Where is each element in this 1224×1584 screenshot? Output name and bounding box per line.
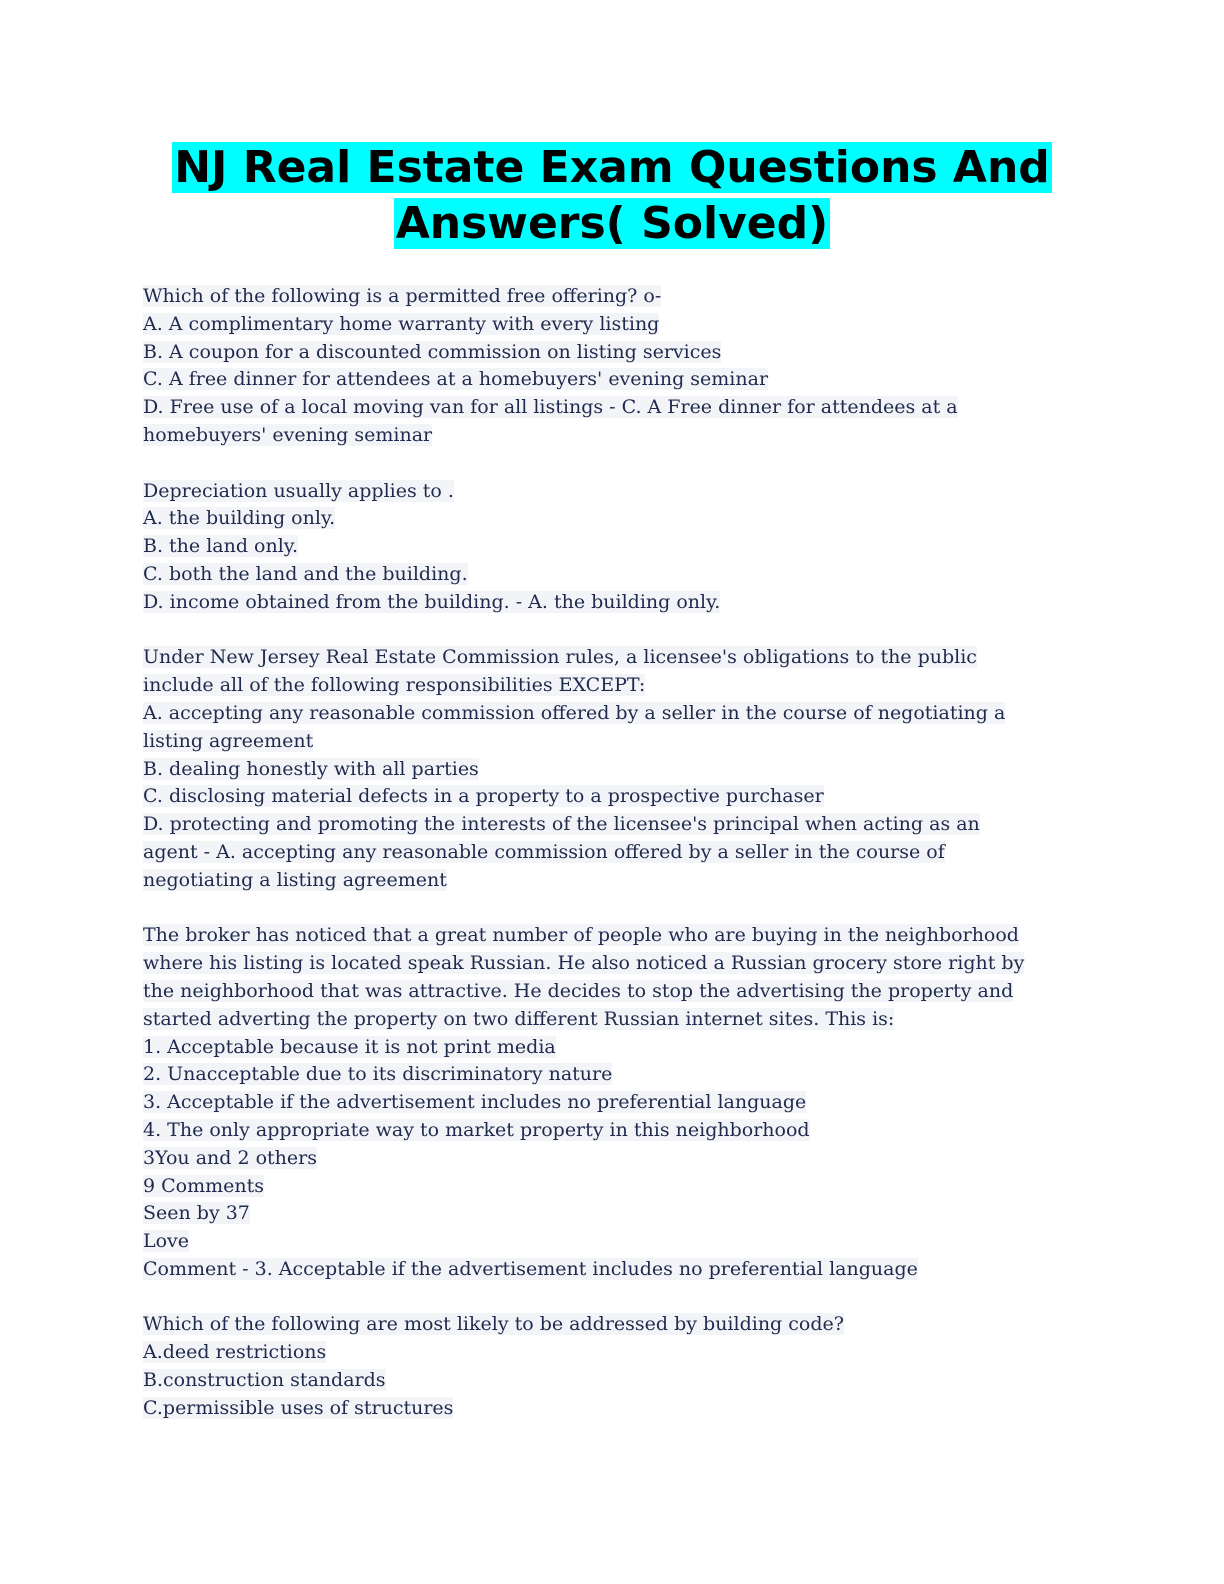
answer-option: 3. Acceptable if the advertisement includes no preferential language [143, 1091, 807, 1114]
answer-option: C. A free dinner for attendees at a homebuyers' evening seminar [143, 368, 769, 391]
answer-option: D. income obtained from the building. - A. the building only. [143, 590, 721, 613]
answer-text: Comment - 3. Acceptable if the advertisement includes no preferential language [143, 1257, 918, 1280]
answer-option: C. disclosing material defects in a property to a prospective purchaser [143, 785, 824, 808]
answer-option: A. A complimentary home warranty with every listing [143, 312, 660, 335]
question-line: where his listing is located speak Russian. He also noticed a Russian grocery store right by [143, 952, 1025, 975]
question-line: started adverting the property on two different Russian internet sites. This is: [143, 1007, 895, 1030]
answer-option: 1. Acceptable because it is not print media [143, 1035, 556, 1058]
stray-text-line: Love [143, 1230, 190, 1253]
stray-text-line: 9 Comments [143, 1174, 265, 1197]
answer-option: listing agreement [143, 729, 314, 752]
answer-option: C. both the land and the building. [143, 562, 468, 585]
stray-text-line: Seen by 37 [143, 1202, 250, 1225]
question-line: Under New Jersey Real Estate Commission rules, a licensee's obligations to the public [143, 646, 977, 669]
answer-option: D. protecting and promoting the interests of the licensee's principal when acting as an [143, 813, 980, 836]
question-block [143, 922, 1073, 1283]
title-line-2: Answers( Solved) [395, 198, 829, 249]
question-line: The broker has noticed that a great number of people who are buying in the neighborhood [143, 924, 1019, 947]
question-block [143, 1311, 1073, 1422]
question-list [143, 283, 1073, 1450]
stray-text-line: 3You and 2 others [143, 1146, 317, 1169]
answer-text: homebuyers' evening seminar [143, 423, 433, 446]
answer-option: D. Free use of a local moving van for all listings - C. A Free dinner for attendees at a [143, 396, 958, 419]
answer-option: C.permissible uses of structures [143, 1396, 454, 1419]
question-line: Depreciation usually applies to . [143, 479, 454, 502]
title-line-1: NJ Real Estate Exam Questions And [174, 142, 1050, 193]
question-line: include all of the following responsibilities EXCEPT: [143, 674, 646, 697]
answer-option: A.deed restrictions [143, 1341, 327, 1364]
answer-option: B. A coupon for a discounted commission on listing services [143, 340, 722, 363]
question-line: Which of the following is a permitted free offering? o- [143, 285, 662, 307]
answer-option: 4. The only appropriate way to market property in this neighborhood [143, 1118, 810, 1141]
answer-option: B.construction standards [143, 1369, 386, 1392]
answer-text: negotiating a listing agreement [143, 868, 447, 891]
question-block [143, 478, 1073, 617]
question-line: Which of the following are most likely to be addressed by building code? [143, 1313, 844, 1336]
answer-option: B. the land only. [143, 535, 299, 558]
answer-option: A. the building only. [143, 507, 336, 530]
document-title [0, 140, 1224, 252]
question-block [143, 283, 1073, 450]
answer-option: 2. Unacceptable due to its discriminatory nature [143, 1063, 613, 1086]
question-block [143, 644, 1073, 894]
answer-text: agent - A. accepting any reasonable commission offered by a seller in the course of [143, 840, 945, 863]
answer-option: B. dealing honestly with all parties [143, 757, 479, 780]
answer-option: A. accepting any reasonable commission offered by a seller in the course of negotiating a [143, 701, 1006, 724]
question-line: the neighborhood that was attractive. He decides to stop the advertising the property and [143, 979, 1014, 1002]
